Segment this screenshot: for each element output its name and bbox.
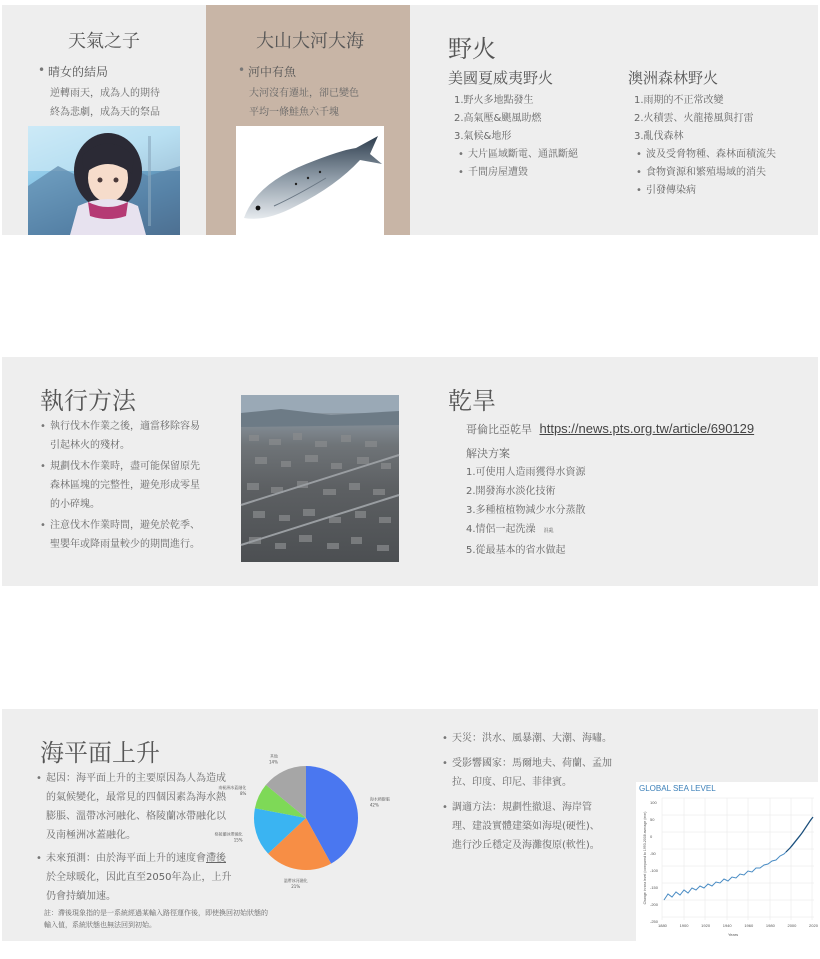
sea-chart-y-ticks: 100 50 0 -50 -100 -150 -200 -250 — [650, 800, 659, 924]
sea-chart-title: GLOBAL SEA LEVEL — [639, 784, 716, 793]
method-item-1: • 執行伐木作業之後，適當移除容易 引起林火的殘材。 — [40, 417, 240, 455]
usa-point-2: 2.高氣壓&颶風助燃 — [454, 113, 542, 124]
method-list — [40, 417, 240, 554]
wildfire-title: 野火 — [448, 35, 496, 63]
sea-chart-y-label: Change in sea level (compared to 1993-2008 average (mm) — [643, 811, 647, 905]
salmon-image — [236, 126, 384, 235]
mountain-line-1: 大河沒有遷址，卻已變色 — [249, 88, 359, 99]
australia-wildfire-block — [628, 67, 818, 200]
weathering-title: 天氣之子 — [68, 31, 140, 52]
slide-sea-level-rise — [2, 709, 818, 941]
aus-point-1: 1.雨期的不正常改變 — [634, 95, 724, 106]
drought-reference — [466, 419, 806, 440]
solution-heading: 解決方案 — [466, 447, 510, 460]
usa-bullet-1: • 大片區域斷電、通訊斷絕 — [458, 146, 628, 164]
mountain-river-column — [206, 5, 410, 235]
method-item-3: • 注意伐木作業時間，避免於乾季、 聖嬰年或降雨量較少的期間進行。 — [40, 516, 240, 554]
sea-level-cause: • 起因：海平面上升的主要原因為人為造成 的氣候變化，最常見的四個因素為海水熱 膨脹、溫帶冰河融化、格陵蘭冰帶融化以 及南極洲冰蓋融化。 — [36, 769, 266, 845]
solution-5: 5.從最基本的省水做起 — [466, 545, 566, 556]
solution-4-row — [466, 520, 806, 541]
usa-wildfire-block — [448, 67, 628, 182]
solution-3: 3.多種植植物減少水分蒸散 — [466, 505, 586, 516]
sea-level-right-text — [442, 729, 642, 855]
mountain-title: 大山大河大海 — [256, 31, 364, 52]
drought-title: 乾旱 — [448, 387, 496, 415]
aus-bullet-3: • 引發傳染病 — [636, 182, 818, 200]
wildfire-column — [410, 5, 818, 235]
solution-2: 2.開發海水淡化技術 — [466, 486, 556, 497]
pie-label-2: 溫帶冰河融化 — [283, 878, 308, 884]
usa-bullet-2: • 千間房屋遭毀 — [458, 164, 628, 182]
solution-4: 4.情侶一起洗澡 — [466, 524, 536, 535]
drought-news-link[interactable]: https://news.pts.org.tw/article/690129 — [539, 421, 755, 436]
australia-wildfire-heading: 澳洲森林野火 — [628, 69, 719, 87]
slide-weather-wildfire — [2, 5, 818, 235]
weathering-with-you-column — [2, 5, 206, 235]
usa-point-3: 3.氣候&地形 — [454, 131, 512, 142]
pie-value-4: 8% — [239, 790, 247, 796]
sea-level-forecast: • 未來預測：由於海平面上升的速度會滯後 於全球暖化，因此直至2050年為止，上升 仍會持續加速。 — [36, 849, 266, 906]
aus-point-3: 3.亂伐森林 — [634, 131, 684, 142]
method-title: 執行方法 — [40, 387, 136, 415]
anime-girl-image — [28, 126, 180, 235]
mountain-line-2: 平均一條鮭魚六千塊 — [249, 107, 339, 118]
sea-chart-x-ticks: 1880 1900 1920 1940 1960 1980 2000 2020 — [658, 923, 818, 928]
usa-wildfire-heading: 美國夏威夷野火 — [448, 69, 554, 87]
aus-bullet-1: • 波及受脅物種、森林面積流失 — [636, 146, 818, 164]
drought-ref-label: 哥倫比亞乾旱 — [466, 423, 532, 436]
weathering-line-2: 終為悲劇，成為天的祭品 — [50, 107, 160, 118]
pie-label-3: 格陵蘭冰帶融化 — [214, 831, 243, 837]
solution-4-tag: 混亂 — [543, 528, 554, 534]
disaster-item: • 天災：洪水、風暴潮、大潮、海嘯。 — [442, 729, 642, 748]
solution-1: 1.可使用人造雨獲得水資源 — [466, 467, 586, 478]
burned-town-aerial-image — [241, 395, 399, 562]
drought-block — [466, 419, 806, 560]
lag-footnote: 註：滯後現象指的是一系統經過某輸入路徑運作後，即使換回初始狀態的 輸入值，系統狀態也無法回到初始。 — [44, 909, 268, 929]
pie-value-2: 21% — [291, 884, 301, 890]
sea-level-title: 海平面上升 — [40, 739, 160, 767]
lag-term: 滯後 — [206, 853, 226, 864]
aus-bullet-2: • 食物資源和繁殖場域的消失 — [636, 164, 818, 182]
usa-point-1: 1.野火多地點發生 — [454, 95, 534, 106]
slide-method-drought — [2, 357, 818, 586]
adaptation-item: • 調適方法：規劃性撤退、海岸管 理、建設實體建築如海堤(硬性)、 進行沙丘穩定及海灘復原(軟性)。 — [442, 798, 642, 855]
aus-point-2: 2.火積雲、火龍捲風與打雷 — [634, 113, 754, 124]
weathering-bullet: • 晴女的結局 — [38, 63, 108, 80]
sea-chart-x-label: Years — [728, 932, 739, 937]
mountain-bullet: • 河中有魚 — [238, 63, 296, 80]
weathering-line-1: 逆轉雨天，成為人的期待 — [50, 88, 160, 99]
pie-value-3: 15% — [233, 837, 243, 843]
pie-label-1: 海水熱膨脹 — [369, 796, 390, 802]
pie-value-5: 14% — [269, 759, 278, 765]
pie-value-1: 42% — [369, 802, 379, 808]
pie-label-4: 南極洲冰蓋融化 — [218, 784, 247, 790]
pie-label-5: 其他 — [269, 753, 278, 759]
method-item-2: • 規劃伐木作業時，盡可能保留原先 森林區塊的完整性，避免形成零星 的小碎塊。 — [40, 457, 240, 514]
affected-countries-item: • 受影響國家：馬爾地夫、荷蘭、孟加 拉、印度、印尼、菲律賓。 — [442, 754, 642, 792]
global-sea-level-chart-image — [636, 782, 818, 941]
